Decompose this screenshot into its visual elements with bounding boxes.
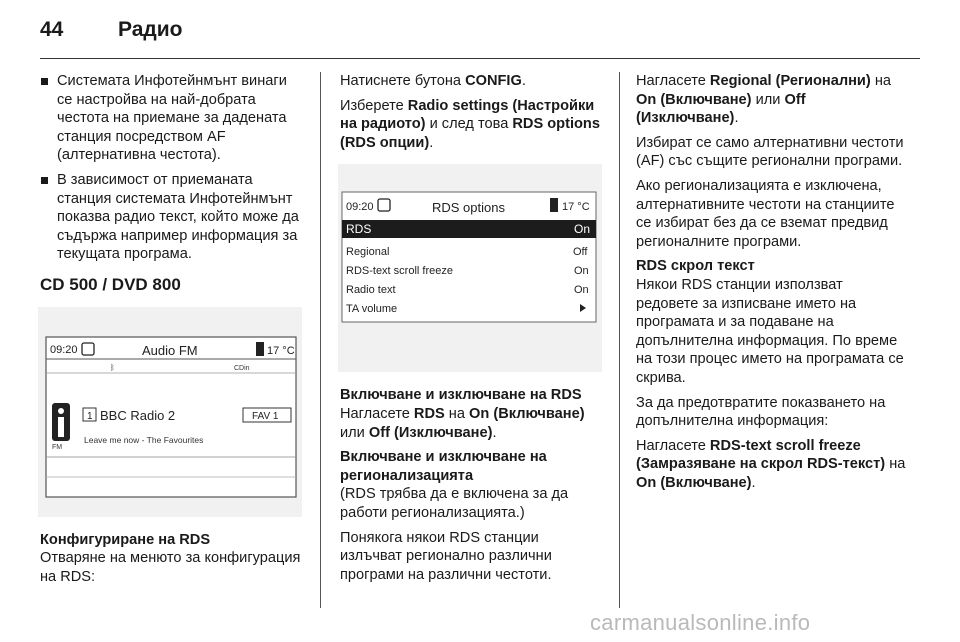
subhead-configure-rds: Конфигуриране на RDS [40, 531, 211, 548]
preset-number: 1 [87, 410, 93, 422]
menu-row-label: RDS-text scroll freeze [346, 265, 453, 278]
rds-options-screen [338, 164, 602, 372]
menu-row-label: TA volume [346, 303, 398, 316]
subhead-rds-scroll: RDS скрол текст [636, 258, 755, 275]
paragraph-freeze-set: Нагласете RDS-text scroll freeze (Замразяване на скрол RDS-текст) на On (Включване). [636, 437, 906, 491]
audio-fm-screen-drawing [38, 307, 302, 517]
column-divider-1 [320, 72, 321, 608]
menu-row-value: On [574, 265, 589, 278]
menu-highlight [342, 220, 596, 238]
page-header [0, 0, 960, 60]
menu-row-label: Radio text [346, 284, 396, 297]
column-3 [636, 72, 908, 498]
paragraph-regional-info: Понякога някои RDS станции излъчват регионално различни програми на различни честоти. [340, 529, 552, 583]
menu-row-value: On [574, 222, 591, 237]
paragraph-select: Изберете Radio settings (Настройки на радиото) и след това RDS options (RDS опции). [340, 97, 600, 151]
body-text: Отваряне на менюто за конфигурация на RDS: [40, 550, 301, 585]
bluetooth-icon: ᛒ [110, 362, 115, 372]
column-divider-2 [619, 72, 620, 608]
screen-title: RDS options [432, 200, 505, 216]
page-title: Радио [118, 18, 183, 41]
paragraph-af: Избират се само алтернативни честоти (AF) със същите регионални програми. [636, 134, 904, 170]
subhead-rds-on-off: Включване и изключване на RDS [340, 387, 582, 404]
bullet-list [40, 72, 302, 264]
thermometer-icon [256, 342, 264, 356]
menu-row-value: On [574, 284, 589, 297]
cdin-label: CDin [234, 364, 250, 372]
page-number: 44 [40, 18, 64, 41]
section-heading: CD 500 / DVD 800 [40, 274, 181, 294]
column-2 [340, 72, 602, 590]
screen-time: 09:20 [346, 201, 374, 214]
audio-fm-screen [38, 307, 302, 517]
watermark: carmanualsonline.info [590, 610, 811, 635]
screen-time: 09:20 [50, 343, 78, 356]
bullet-item: В зависимост от приеманата станция системата Инфотейнмънт показва радио текст, който може да съдържа например информация за текущата програма. [40, 171, 302, 264]
menu-row-label: Regional [346, 246, 390, 259]
screen-temp: 17 °C [267, 344, 295, 357]
paragraph-scroll-info: Някои RDS станции използват редовете за изписване името на програмата и за подаване на допълнителна информация. По време на този процес името на програмата се скрива. [636, 276, 904, 386]
radio-tower-icon [52, 403, 70, 441]
paragraph-rds-set: Нагласете RDS на On (Включване) или Off (Изключване). [340, 405, 585, 441]
paragraph-regional-note: (RDS трябва да е включена за да работи регионализацията.) [340, 486, 569, 521]
header-rule [40, 58, 920, 59]
paragraph-prevent: За да предотвратите показването на допълнителна информация: [636, 394, 886, 430]
paragraph-regional-set: Нагласете Regional (Регионални) на On (Включване) или Off (Изключване). [636, 73, 891, 127]
paragraph-regional-off: Ако регионализацията е изключена, алтернативните честоти на станциите се избират без да се вземат предвид регионалните програми. [636, 177, 895, 250]
band-label: FM [52, 443, 63, 451]
bullet-item: Системата Инфотейнмънт винаги се настройва на най-добрата честота на приемане за дадената станция посредством AF (алтернативна честота). [40, 72, 302, 165]
screen-temp: 17 °C [562, 201, 590, 214]
station-name: BBC Radio 2 [100, 407, 176, 423]
rds-options-screen-drawing [338, 164, 602, 372]
radio-text: Leave me now - The Favourites [84, 434, 204, 445]
menu-row-value: Off [573, 246, 588, 259]
column-1 [40, 72, 302, 592]
menu-row-label: RDS [346, 222, 372, 237]
paragraph-config: Натиснете бутона CONFIG. [340, 73, 526, 89]
subhead-regional: Включване и изключване на регионализацията [340, 449, 547, 484]
thermometer-icon [550, 198, 558, 212]
fav-label: FAV 1 [252, 410, 279, 422]
screen-title: Audio FM [142, 342, 198, 358]
